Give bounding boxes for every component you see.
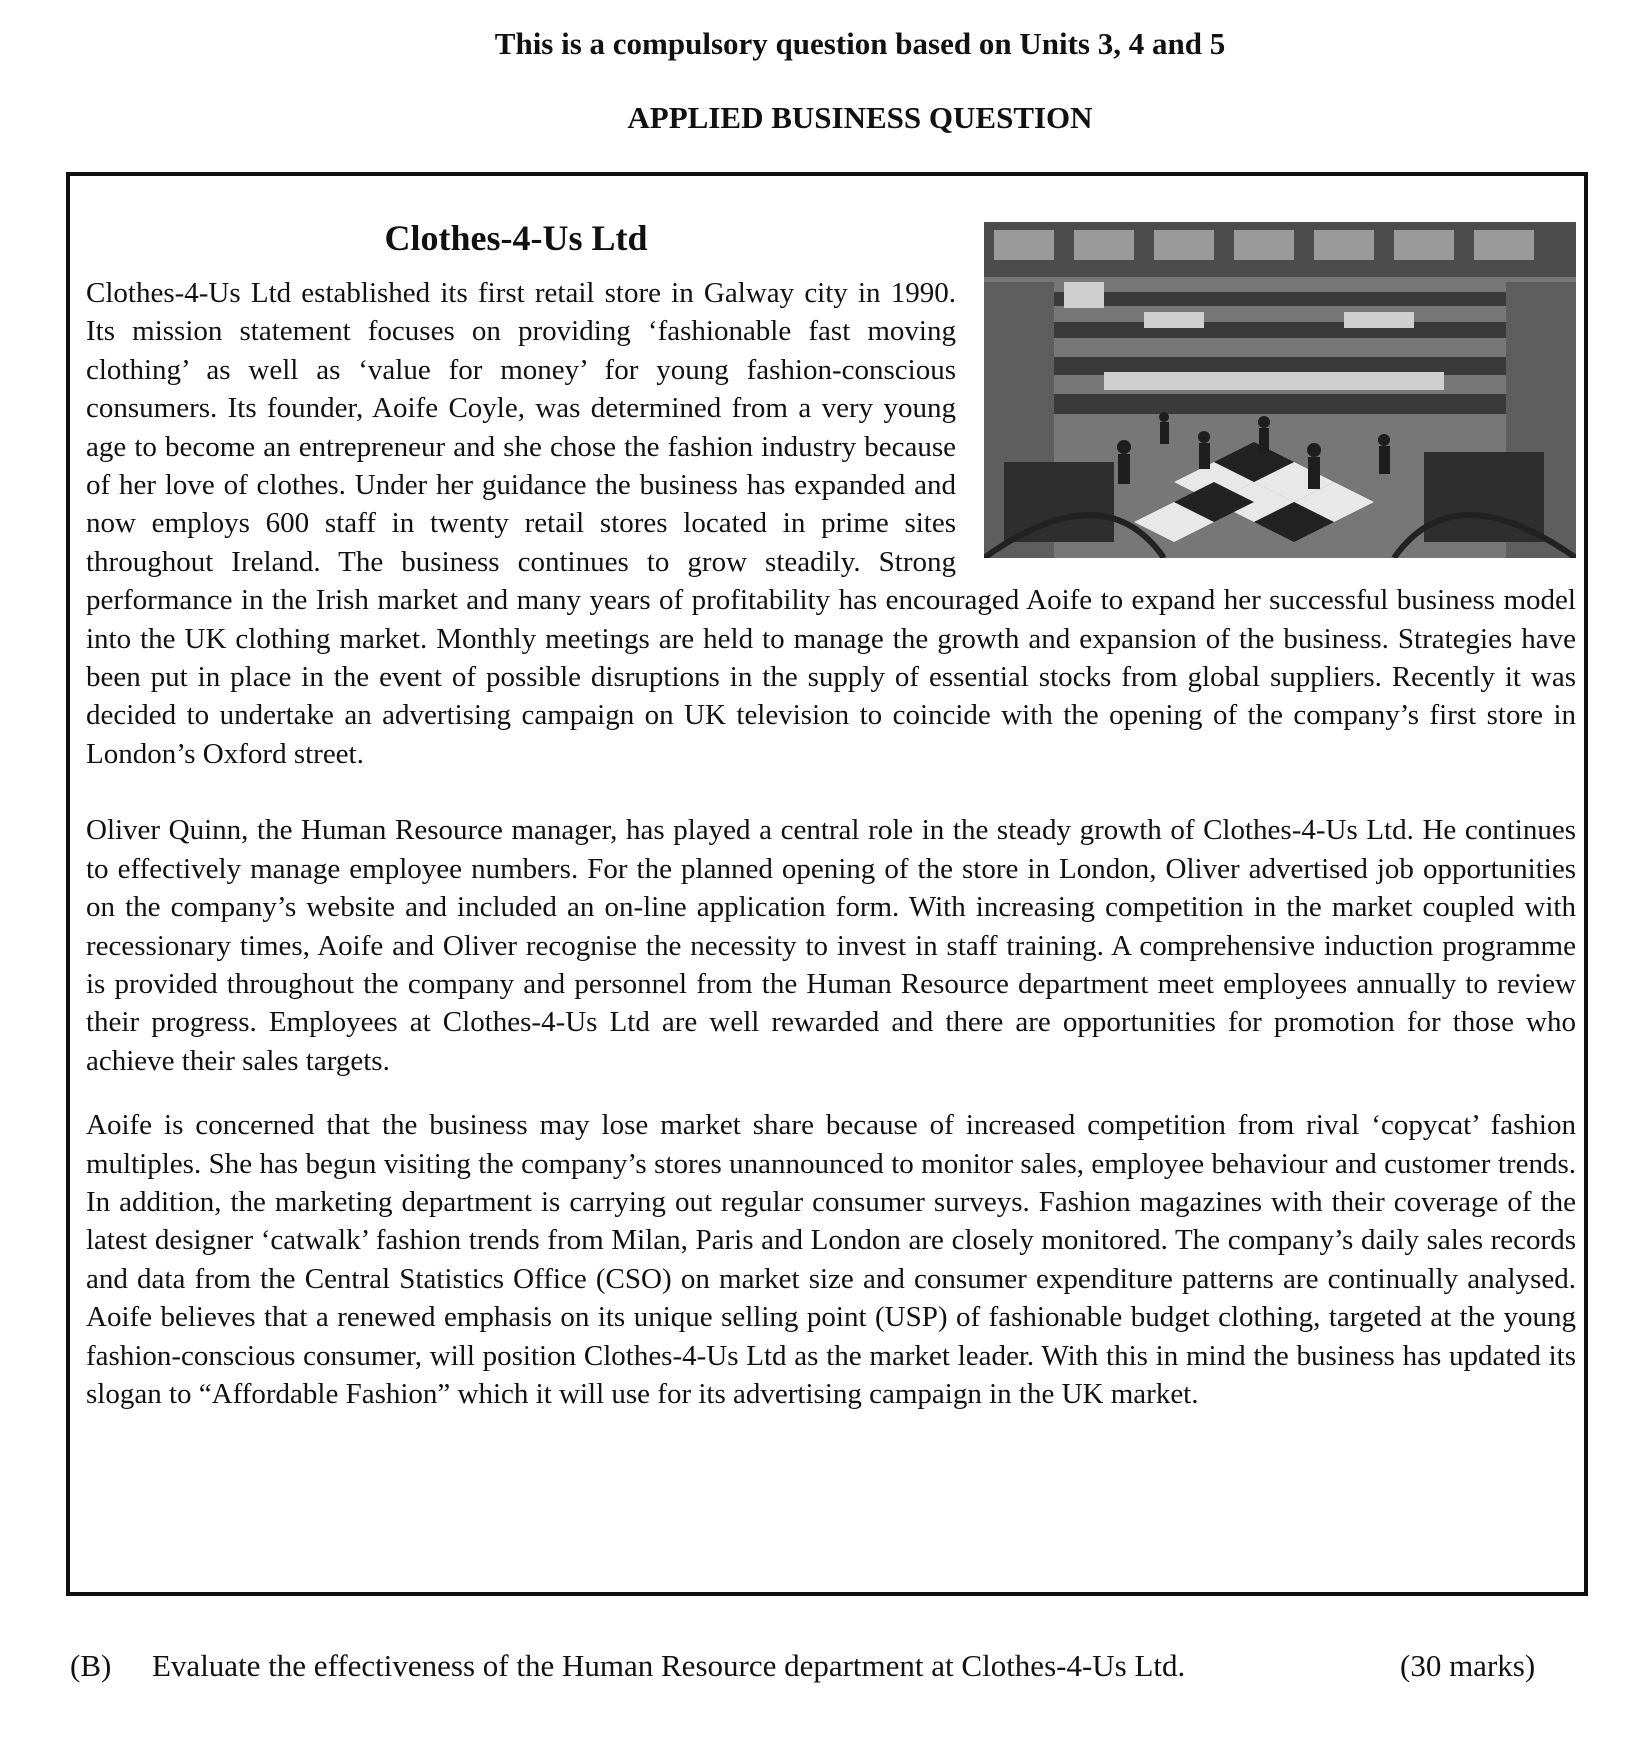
store-interior-photo — [984, 222, 1576, 558]
case-paragraph-1: Clothes-4-Us Ltd established its first retail store in Galway city in 1990. Its mission statement focuses on providing ‘fashionable fast moving clothing’ as well as ‘value for money’ for young fashion-conscious consumers. Its founder, Aoife Coyle, was determined from a very young age to become an entrepreneur and she chose the fashion industry because of her love of clothes. Under her guidance the business has expanded and now employs 600 staff in twenty retail stores located in prime sites throughout Ireland. The business continues to grow steadily. Strong performance in the Irish market and many years of profitability has encouraged Aoife to expand her successful business model into the UK clothing market. Monthly meetings are held to manage the growth and expansion of the business. Strategies have been put in place in the event of possible disruptions in the supply of essential stocks from global suppliers. Recently it was decided to undertake an advertising campaign on UK television to coincide with the opening of the company’s first store in London’s Oxford street. — [86, 277, 1576, 770]
applied-business-question-heading: APPLIED BUSINESS QUESTION — [627, 100, 1093, 135]
store-interior-illustration — [984, 222, 1576, 558]
case-paragraph-3: Aoife is concerned that the business may lose market share because of increased competition from rival ‘copycat’ fashion multiples. She has begun visiting the company’s stores unannounced to monitor sales, employee behaviour and customer trends. In addition, the marketing department is carrying out regular consumer surveys. Fashion magazines with their coverage of the latest designer ‘catwalk’ fashion trends from Milan, Paris and London are closely monitored. The company’s daily sales records and data from the Central Statistics Office (CSO) on market size and consumer expenditure patterns are continually analysed. Aoife believes that a renewed emphasis on its unique selling point (USP) of fashionable budget clothing, targeted at the young fashion-conscious consumer, will position Clothes-4-Us Ltd as the market leader. With this in mind the business has updated its slogan to “Affordable Fashion” which it will use for its advertising campaign in the UK market. — [86, 1109, 1576, 1410]
compulsory-question-heading: This is a compulsory question based on Units 3, 4 and 5 — [494, 26, 1226, 61]
question-text: Evaluate the effectiveness of the Human Resource department at Clothes-4-Us Ltd. — [152, 1648, 1186, 1683]
case-study-content — [86, 216, 1576, 1413]
question-label: (B) — [70, 1648, 112, 1683]
question-marks: (30 marks) — [1400, 1648, 1536, 1683]
case-paragraph-2: Oliver Quinn, the Human Resource manager, has played a central role in the steady growth of Clothes-4-Us Ltd. He continues to effectively manage employee numbers. For the planned opening of the store in London, Oliver advertised job opportunities on the company’s website and included an on-line application form. With increasing competition in the market coupled with recessionary times, Aoife and Oliver recognise the necessity to invest in staff training. A comprehensive induction programme is provided throughout the company and personnel from the Human Resource department meet employees annually to review their progress. Employees at Clothes-4-Us Ltd are well rewarded and there are opportunities for promotion for those who achieve their sales targets. — [86, 814, 1576, 1077]
case-study-box — [66, 172, 1588, 1596]
case-study-title: Clothes-4-Us Ltd — [384, 218, 648, 258]
